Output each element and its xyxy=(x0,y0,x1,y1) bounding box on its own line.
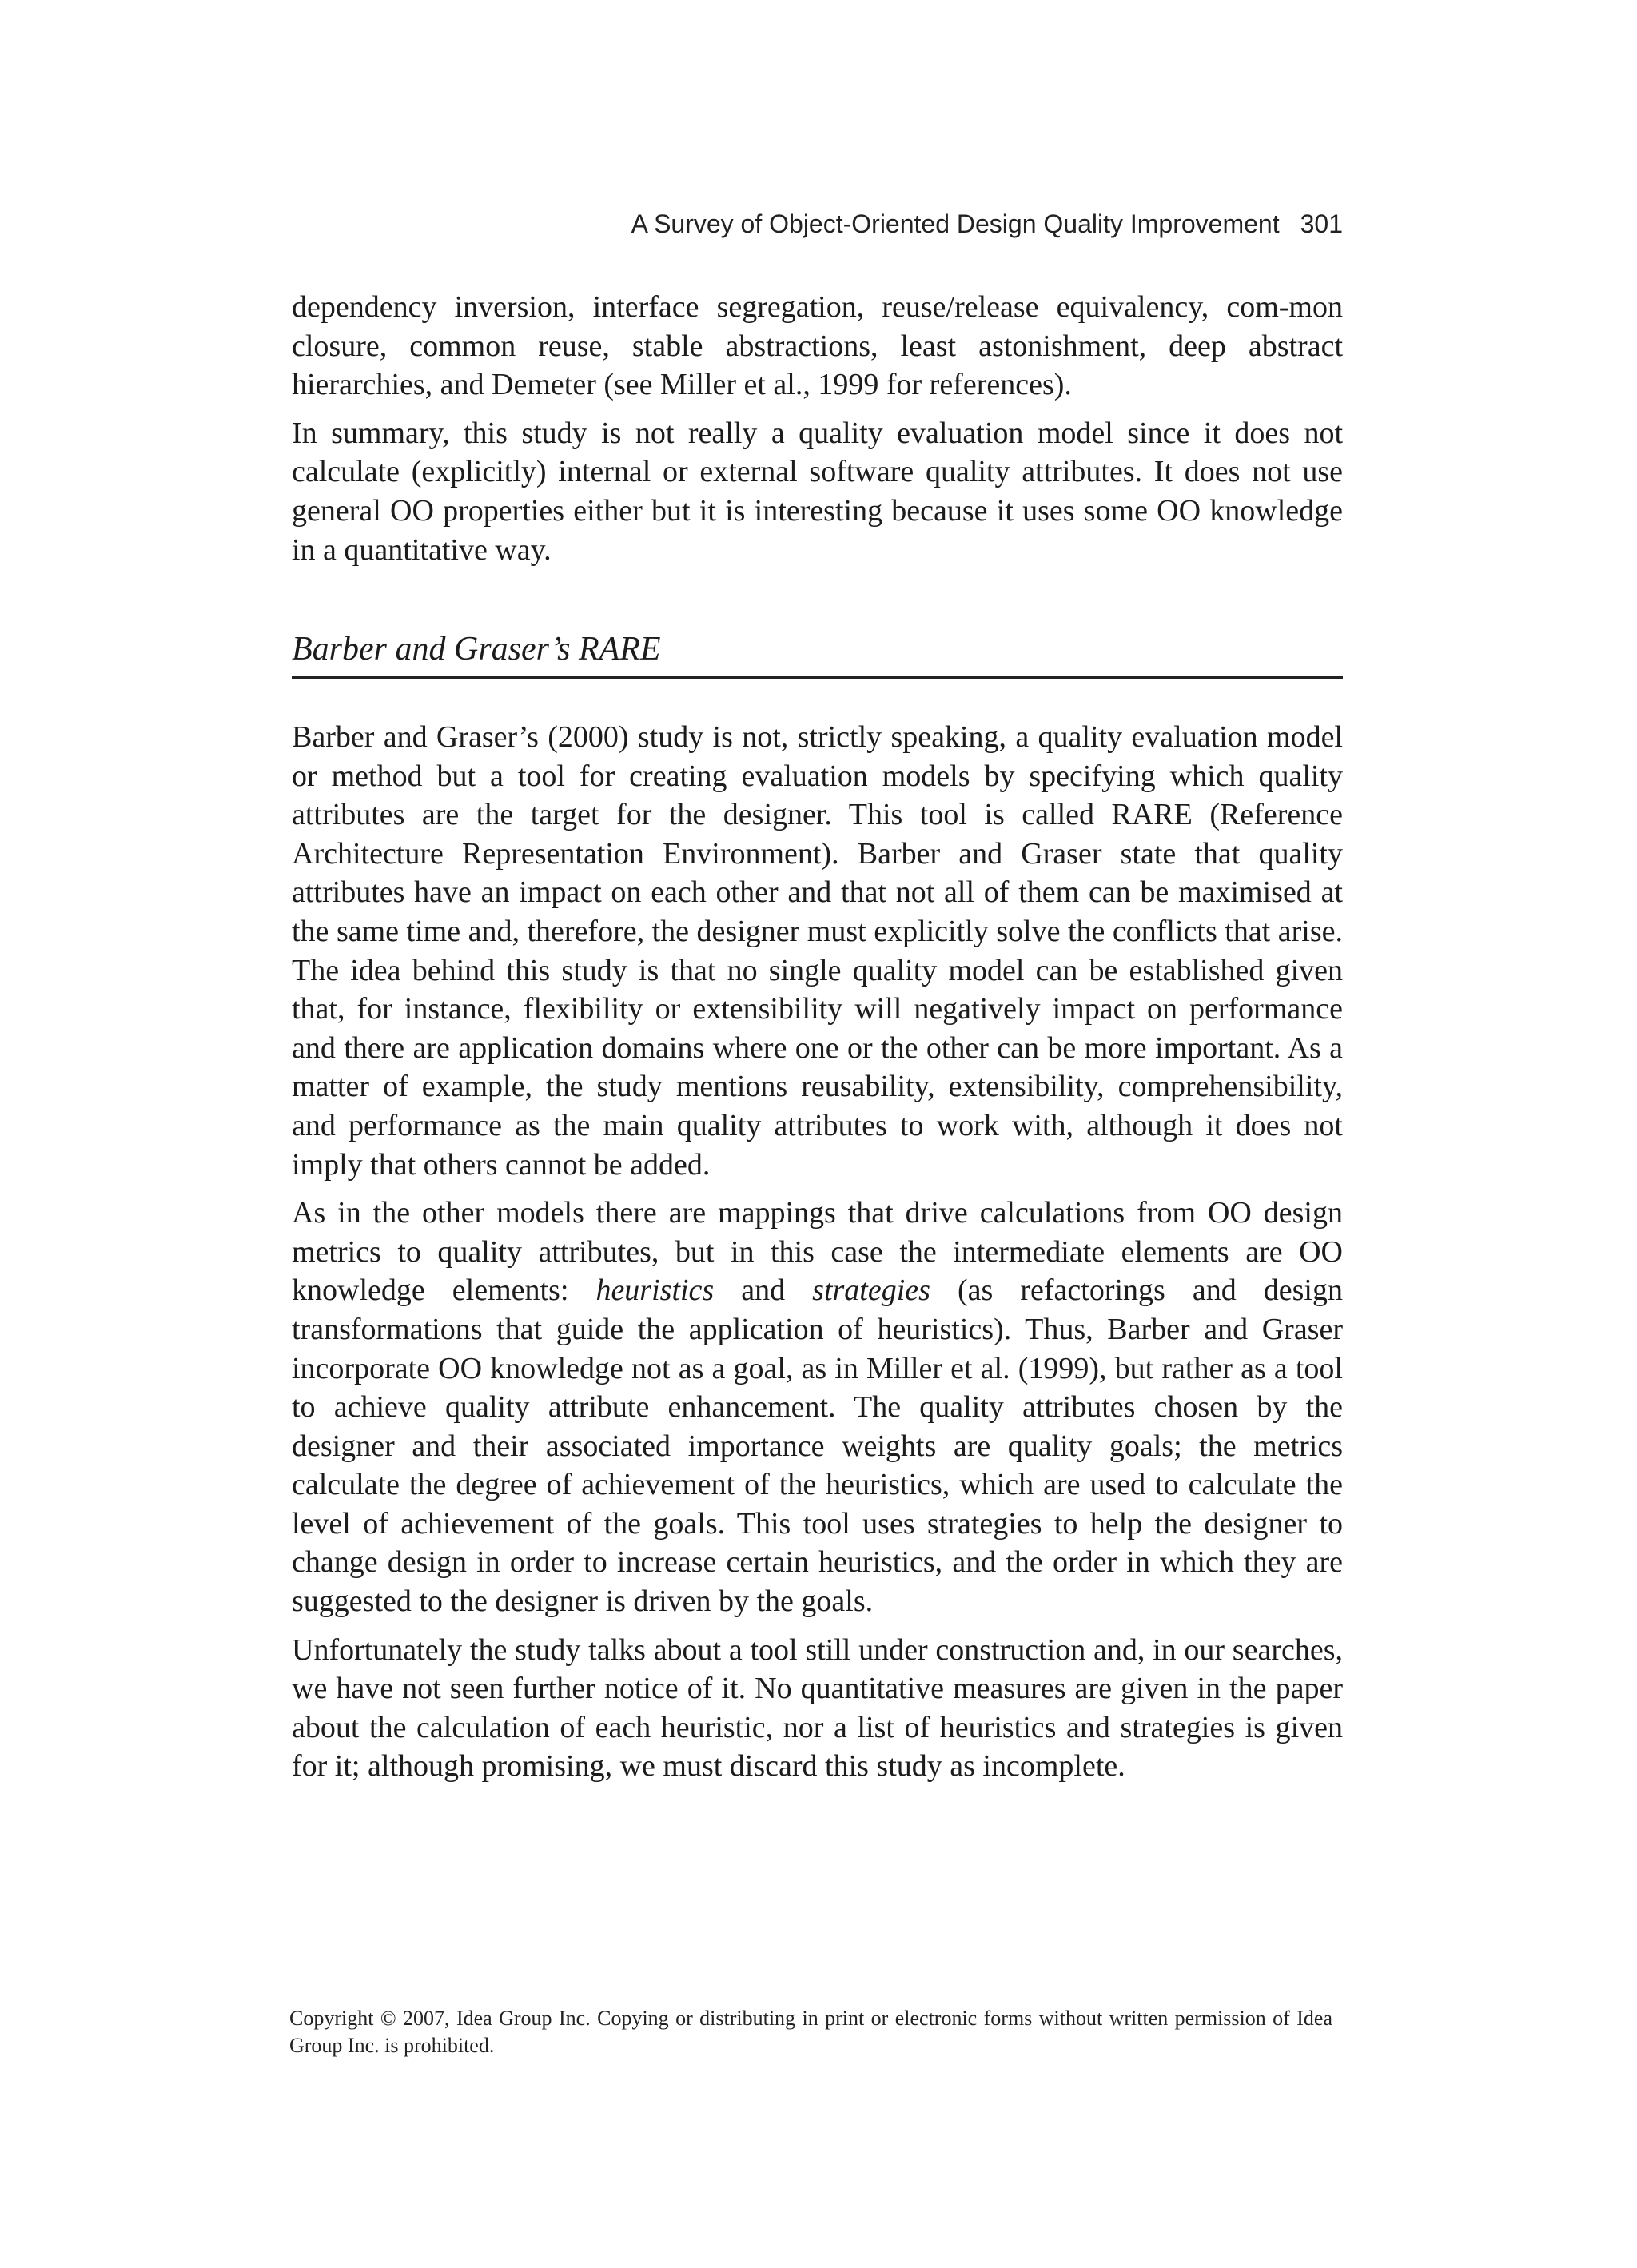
paragraph-summary: In summary, this study is not really a quality evaluation model since it does not calculate (explicitly) internal or external software quality attributes. It does not use general OO properties either but it is interesting because it uses some OO knowledge in a quantitative way. xyxy=(292,416,1343,567)
running-header xyxy=(0,208,1343,240)
term-strategies: strategies xyxy=(812,1274,930,1308)
continued-text-block xyxy=(292,288,1343,579)
copyright-footer: Copyright © 2007, Idea Group Inc. Copying or distributing in print or electronic forms without written permission of Idea Group Inc. is prohibited. xyxy=(289,2007,1332,2057)
paragraph-rare-intro: Barber and Graser’s (2000) study is not, strictly speaking, a quality evaluation model or method but a tool for creating evaluation models by specifying which quality attributes are the target for the designer. This tool is called RARE (Reference Architecture Representation Environment). Barber and Graser state that quality attributes have an impact on each other and that not all of them can be maximised at the same time and, therefore, the designer must explicitly solve the conflicts that arise. The idea behind this study is that no single quality model can be established given that, for instance, flexibility or extensibility will negatively impact on performance and there are application domains where one or the other can be more important. As a matter of example, the study mentions reusability, extensibility, comprehensibility, and performance as the main quality attributes to work with, although it does not imply that others cannot be added. xyxy=(292,720,1343,1182)
paragraph-text: As in the other models there are mappings that drive calculations from OO design metrics to quality attributes, but in this case the intermediate elements are OO knowledge elements: xyxy=(292,1196,1343,1308)
term-heuristics: heuristics xyxy=(595,1274,715,1308)
paragraph-rare-mappings xyxy=(292,1194,1343,1621)
paragraph-text: (as refactorings and design transformations that guide the application of heuristics). Thus, Barber and Graser incorporate OO knowledge not as a goal, as in Miller et al. (1999), but rather as a tool to achieve quality attribute enhancement. The quality attributes chosen by the designer and their associated importance weights are quality goals; the metrics calculate the degree of achievement of the heuristics, which are used to calculate the level of achievement of the goals. This tool uses strategies to help the designer to change design in order to increase certain heuristics, and the order in which they are suggested to the designer is driven by the goals. xyxy=(292,1274,1343,1619)
section-heading: Barber and Graser’s RARE xyxy=(292,628,1343,679)
section-body xyxy=(292,718,1343,1796)
page-number: 301 xyxy=(1300,209,1343,238)
paragraph-rare-conclusion: Unfortunately the study talks about a tool still under construction and, in our searches, we have not seen further notice of it. No quantitative measures are given in the paper about the calculation of each heuristic, nor a list of heuristics and strategies is given for it; although promising, we must discard this study as incomplete. xyxy=(292,1632,1343,1784)
running-title: A Survey of Object-Oriented Design Quality Improvement xyxy=(631,209,1280,238)
paragraph-text: and xyxy=(714,1274,813,1308)
paragraph-continued: dependency inversion, interface segregation, reuse/release equivalency, com-mon closure, common reuse, stable abstractions, least astonishment, deep abstract hierarchies, and Demeter (see Miller et al., 1999 for references). xyxy=(292,290,1343,402)
